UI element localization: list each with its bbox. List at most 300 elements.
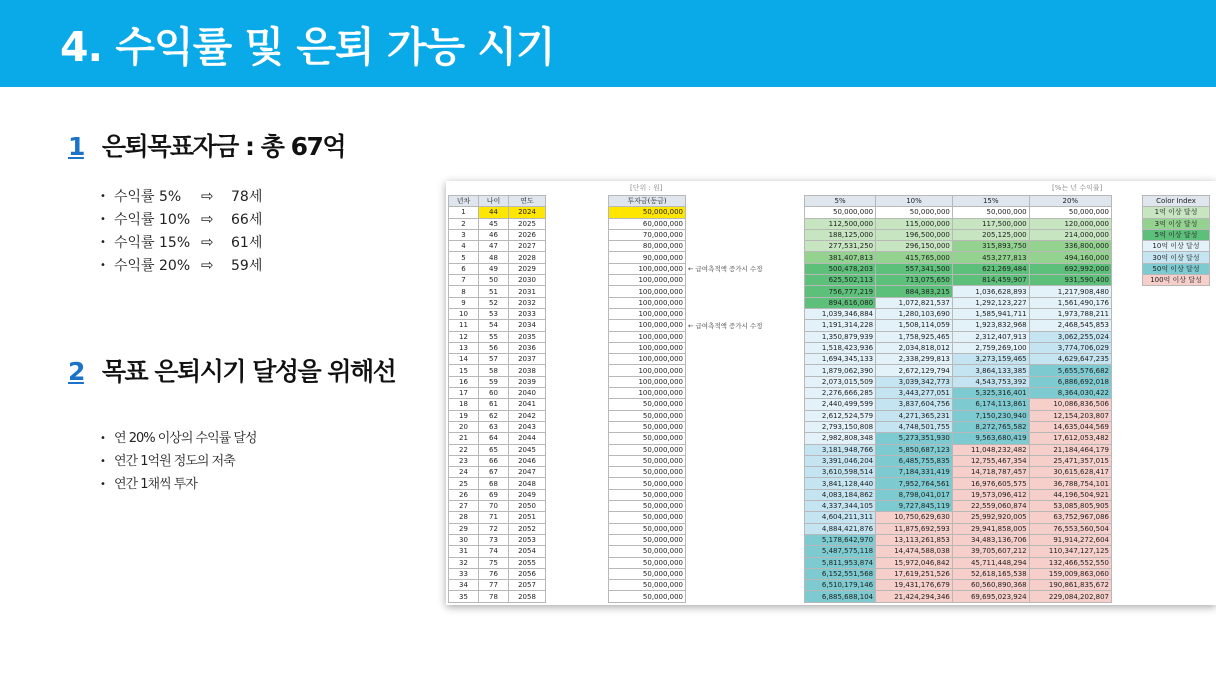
table-cell: 14,718,787,457 — [952, 467, 1029, 478]
table-row — [449, 275, 546, 286]
table-cell: 884,383,215 — [876, 286, 953, 297]
table-cell: 4,748,501,755 — [876, 421, 953, 432]
table-cell: 2051 — [509, 512, 546, 523]
table-cell: 11,048,232,482 — [952, 444, 1029, 455]
table-cell: 4,083,184,862 — [805, 489, 876, 500]
table-cell: 22,559,060,874 — [952, 501, 1029, 512]
table-row — [449, 568, 546, 579]
table-cell: 4,629,647,235 — [1029, 354, 1111, 365]
table-cell: 63 — [479, 421, 509, 432]
table-row — [805, 421, 1112, 432]
table-cell: 1,879,062,390 — [805, 365, 876, 376]
table-cell: 315,893,750 — [952, 241, 1029, 252]
table-cell: 2030 — [509, 275, 546, 286]
table-row — [609, 354, 686, 365]
table-cell: 67 — [479, 467, 509, 478]
table-cell: 14 — [449, 354, 479, 365]
table-cell: 50,000,000 — [609, 557, 686, 568]
table-cell: 71 — [479, 512, 509, 523]
spreadsheet-image — [446, 181, 1216, 605]
table-cell: 8 — [449, 286, 479, 297]
table-cell: 50,000,000 — [609, 399, 686, 410]
table-row — [805, 512, 1112, 523]
table-row — [449, 444, 546, 455]
table-cell: 20 — [449, 421, 479, 432]
table-cell: 61 — [479, 399, 509, 410]
table-cell: 814,459,907 — [952, 275, 1029, 286]
table-cell: 69,695,023,924 — [952, 591, 1029, 602]
table-cell: 100,000,000 — [609, 320, 686, 331]
table-cell: 14,635,044,569 — [1029, 421, 1111, 432]
table-cell: 713,075,650 — [876, 275, 953, 286]
table-row — [805, 591, 1112, 602]
table-cell: 50,000,000 — [609, 501, 686, 512]
table-row — [449, 252, 546, 263]
memo-note: ← 급여측적액 증가시 수정 — [688, 265, 763, 273]
table-row — [449, 467, 546, 478]
table-row — [609, 410, 686, 421]
table-cell: 205,125,000 — [952, 229, 1029, 240]
table-cell: 36,788,754,101 — [1029, 478, 1111, 489]
table-cell: 21,424,294,346 — [876, 591, 953, 602]
table-cell: 3,443,277,051 — [876, 388, 953, 399]
table-cell: 9 — [449, 297, 479, 308]
header-bar — [0, 0, 1216, 87]
table-cell: 112,500,000 — [805, 218, 876, 229]
table-row — [609, 467, 686, 478]
table-cell: 4 — [449, 241, 479, 252]
color-index-item: 100억 이상 달성 — [1143, 275, 1210, 286]
color-index-item: 50억 이상 달성 — [1143, 263, 1210, 274]
table-cell: 50,000,000 — [609, 433, 686, 444]
table-cell: 100,000,000 — [609, 388, 686, 399]
table-cell: 2 — [449, 218, 479, 229]
table-row — [449, 297, 546, 308]
table-cell: 1,508,114,059 — [876, 320, 953, 331]
table-cell: 76,553,560,504 — [1029, 523, 1111, 534]
table-cell: 120,000,000 — [1029, 218, 1111, 229]
table-cell: 453,277,813 — [952, 252, 1029, 263]
table-cell: 50,000,000 — [609, 410, 686, 421]
table-row — [609, 455, 686, 466]
table-cell: 894,616,080 — [805, 297, 876, 308]
table-cell: 100,000,000 — [609, 342, 686, 353]
growth-table — [804, 195, 1112, 603]
table-row — [609, 512, 686, 523]
table-cell: 2042 — [509, 410, 546, 421]
section1-title-text: 은퇴목표자금 : 총 67억 — [101, 132, 346, 161]
table-cell: 159,009,863,060 — [1029, 568, 1111, 579]
table-cell: 51 — [479, 286, 509, 297]
table-row — [449, 320, 546, 331]
table-cell: 50,000,000 — [609, 444, 686, 455]
table-cell: 381,407,813 — [805, 252, 876, 263]
table-cell: 27 — [449, 501, 479, 512]
table-cell: 58 — [479, 365, 509, 376]
table-cell: 45,711,448,294 — [952, 557, 1029, 568]
rate-note: [%는 년 수익률] — [1052, 184, 1103, 192]
table-cell: 2050 — [509, 501, 546, 512]
table-cell: 5,850,687,123 — [876, 444, 953, 455]
table-cell: 54 — [479, 320, 509, 331]
table-cell: 5,325,316,401 — [952, 388, 1029, 399]
table-row — [1143, 275, 1210, 286]
table-cell: 50,000,000 — [609, 467, 686, 478]
table-row — [805, 580, 1112, 591]
table-cell: 77 — [479, 580, 509, 591]
table-cell: 1,039,346,884 — [805, 308, 876, 319]
table-row — [1143, 218, 1210, 229]
table-row — [1143, 229, 1210, 240]
table-row — [449, 433, 546, 444]
table-cell: 50,000,000 — [609, 455, 686, 466]
table-row — [449, 534, 546, 545]
table-cell: 3,062,255,024 — [1029, 331, 1111, 342]
list-item: • 수익률 20% ⇨ 59세 — [100, 254, 262, 277]
table-cell: 3,181,948,766 — [805, 444, 876, 455]
table-row — [449, 286, 546, 297]
table-cell: 4,337,344,105 — [805, 501, 876, 512]
table-cell: 2027 — [509, 241, 546, 252]
table-cell: 9,727,845,119 — [876, 501, 953, 512]
table-cell: 10 — [449, 308, 479, 319]
table-cell: 6,510,179,146 — [805, 580, 876, 591]
table-row — [805, 218, 1112, 229]
table-cell: 5,178,642,970 — [805, 534, 876, 545]
table-cell: 11 — [449, 320, 479, 331]
table-cell: 6,885,688,104 — [805, 591, 876, 602]
table-cell: 3,273,159,465 — [952, 354, 1029, 365]
table-row — [449, 546, 546, 557]
table-row — [805, 342, 1112, 353]
table-cell: 2040 — [509, 388, 546, 399]
page-title: 4. 수익률 및 은퇴 가능 시기 — [60, 23, 555, 71]
table-cell: 8,272,765,582 — [952, 421, 1029, 432]
table-cell: 49 — [479, 263, 509, 274]
table-row — [449, 557, 546, 568]
col-header-investment: 투자금(동금) — [609, 196, 686, 207]
table-cell: 52 — [479, 297, 509, 308]
color-index-item: 5억 이상 달성 — [1143, 229, 1210, 240]
table-cell: 2,793,150,808 — [805, 421, 876, 432]
list-item: • 연 20% 이상의 수익률 달성 — [100, 431, 257, 446]
table-row — [609, 320, 686, 331]
table-cell: 48 — [479, 252, 509, 263]
table-cell: 50,000,000 — [609, 207, 686, 218]
table-row — [805, 263, 1112, 274]
table-row — [449, 308, 546, 319]
table-cell: 2032 — [509, 297, 546, 308]
table-cell: 60,000,000 — [609, 218, 686, 229]
col-header-rate-5: 5% — [805, 196, 876, 207]
table-cell: 4,543,753,392 — [952, 376, 1029, 387]
color-index-item: 3억 이상 달성 — [1143, 218, 1210, 229]
table-cell: 2046 — [509, 455, 546, 466]
list-item: • 연간 1채씩 투자 — [100, 477, 197, 492]
table-cell: 68 — [479, 478, 509, 489]
table-row — [805, 331, 1112, 342]
table-cell: 100,000,000 — [609, 275, 686, 286]
table-row — [609, 534, 686, 545]
table-cell: 3,391,046,204 — [805, 455, 876, 466]
table-row — [609, 433, 686, 444]
table-row — [449, 229, 546, 240]
table-cell: 50,000,000 — [952, 207, 1029, 218]
table-cell: 15,972,046,842 — [876, 557, 953, 568]
table-cell: 69 — [479, 489, 509, 500]
table-cell: 6 — [449, 263, 479, 274]
table-row — [449, 512, 546, 523]
table-cell: 50,000,000 — [609, 523, 686, 534]
table-row — [449, 455, 546, 466]
table-row — [805, 455, 1112, 466]
table-cell: 2044 — [509, 433, 546, 444]
table-cell: 57 — [479, 354, 509, 365]
table-cell: 44 — [479, 207, 509, 218]
table-row — [1143, 252, 1210, 263]
table-cell: 756,777,219 — [805, 286, 876, 297]
table-row — [609, 399, 686, 410]
table-row — [805, 252, 1112, 263]
table-row — [805, 444, 1112, 455]
table-row — [1143, 263, 1210, 274]
table-cell: 73 — [479, 534, 509, 545]
table-row — [449, 376, 546, 387]
table-cell: 2,759,269,100 — [952, 342, 1029, 353]
table-cell: 45 — [479, 218, 509, 229]
table-cell: 110,347,127,125 — [1029, 546, 1111, 557]
table-row — [805, 523, 1112, 534]
table-cell: 2047 — [509, 467, 546, 478]
section1-title — [68, 127, 345, 163]
table-cell: 1,191,314,228 — [805, 320, 876, 331]
table-cell: 100,000,000 — [609, 376, 686, 387]
table-row — [805, 286, 1112, 297]
table-cell: 29,941,858,005 — [952, 523, 1029, 534]
col-header-year-index: 년차 — [449, 196, 479, 207]
table-cell: 65 — [479, 444, 509, 455]
list-item: • 연간 1억원 정도의 저축 — [100, 454, 235, 469]
table-row — [449, 421, 546, 432]
table-cell: 2038 — [509, 365, 546, 376]
table-cell: 53,085,805,905 — [1029, 501, 1111, 512]
table-cell: 3 — [449, 229, 479, 240]
table-cell: 63,752,967,086 — [1029, 512, 1111, 523]
table-cell: 10,086,836,506 — [1029, 399, 1111, 410]
table-cell: 2055 — [509, 557, 546, 568]
table-cell: 50,000,000 — [609, 489, 686, 500]
table-row — [449, 388, 546, 399]
section1-number: 1 — [68, 132, 84, 161]
arrow-icon: ⇨ — [201, 210, 214, 228]
table-row — [609, 297, 686, 308]
table-cell: 500,478,203 — [805, 263, 876, 274]
table-row — [449, 365, 546, 376]
table-row — [609, 388, 686, 399]
table-row — [805, 388, 1112, 399]
table-cell: 34 — [449, 580, 479, 591]
table-row — [609, 568, 686, 579]
table-cell: 2028 — [509, 252, 546, 263]
table-row — [609, 308, 686, 319]
table-cell: 100,000,000 — [609, 263, 686, 274]
table-cell: 26 — [449, 489, 479, 500]
table-cell: 70 — [479, 501, 509, 512]
table-cell: 2035 — [509, 331, 546, 342]
table-cell: 19,573,096,412 — [952, 489, 1029, 500]
table-cell: 2041 — [509, 399, 546, 410]
table-cell: 5,273,351,930 — [876, 433, 953, 444]
table-cell: 1,923,832,968 — [952, 320, 1029, 331]
table-row — [805, 297, 1112, 308]
year-age-table — [448, 195, 546, 603]
table-cell: 1,518,423,936 — [805, 342, 876, 353]
table-cell: 3,841,128,440 — [805, 478, 876, 489]
table-cell: 3,837,604,756 — [876, 399, 953, 410]
col-header-rate-15: 15% — [952, 196, 1029, 207]
table-row — [449, 399, 546, 410]
table-cell: 6,886,692,018 — [1029, 376, 1111, 387]
table-cell: 1 — [449, 207, 479, 218]
table-cell: 3,864,133,385 — [952, 365, 1029, 376]
table-row — [449, 342, 546, 353]
table-row — [805, 229, 1112, 240]
table-cell: 2,338,299,813 — [876, 354, 953, 365]
table-cell: 25 — [449, 478, 479, 489]
table-cell: 336,800,000 — [1029, 241, 1111, 252]
table-row — [805, 320, 1112, 331]
table-cell: 3,774,706,029 — [1029, 342, 1111, 353]
table-cell: 75 — [479, 557, 509, 568]
table-cell: 50,000,000 — [805, 207, 876, 218]
table-row — [805, 478, 1112, 489]
table-cell: 1,036,628,893 — [952, 286, 1029, 297]
table-row — [805, 207, 1112, 218]
table-row — [609, 591, 686, 602]
table-cell: 66 — [479, 455, 509, 466]
section2-title — [68, 352, 395, 388]
table-cell: 56 — [479, 342, 509, 353]
arrow-icon: ⇨ — [201, 256, 214, 274]
table-cell: 7,150,230,940 — [952, 410, 1029, 421]
table-row — [609, 218, 686, 229]
table-cell: 13,113,261,853 — [876, 534, 953, 545]
table-cell: 2,672,129,794 — [876, 365, 953, 376]
table-row — [805, 467, 1112, 478]
table-cell: 10,750,629,630 — [876, 512, 953, 523]
table-row — [805, 534, 1112, 545]
table-cell: 1,292,123,227 — [952, 297, 1029, 308]
table-cell: 17 — [449, 388, 479, 399]
table-cell: 16 — [449, 376, 479, 387]
table-cell: 3,039,342,773 — [876, 376, 953, 387]
table-cell: 5,487,575,118 — [805, 546, 876, 557]
table-cell: 494,160,000 — [1029, 252, 1111, 263]
table-cell: 4,604,211,311 — [805, 512, 876, 523]
table-row — [805, 308, 1112, 319]
table-cell: 2052 — [509, 523, 546, 534]
table-row — [805, 241, 1112, 252]
table-cell: 2053 — [509, 534, 546, 545]
table-cell: 2031 — [509, 286, 546, 297]
table-row — [609, 546, 686, 557]
table-cell: 59 — [479, 376, 509, 387]
table-cell: 31 — [449, 546, 479, 557]
table-cell: 19 — [449, 410, 479, 421]
table-row — [805, 489, 1112, 500]
table-cell: 28 — [449, 512, 479, 523]
table-row — [805, 365, 1112, 376]
table-row — [805, 501, 1112, 512]
section2-title-text: 목표 은퇴시기 달성을 위해선 — [101, 357, 396, 386]
table-cell: 23 — [449, 455, 479, 466]
table-cell: 415,765,000 — [876, 252, 953, 263]
table-cell: 100,000,000 — [609, 297, 686, 308]
table-cell: 50,000,000 — [609, 421, 686, 432]
table-row — [609, 444, 686, 455]
table-row — [449, 523, 546, 534]
table-cell: 34,483,136,706 — [952, 534, 1029, 545]
table-cell: 47 — [479, 241, 509, 252]
table-row — [449, 218, 546, 229]
table-cell: 115,000,000 — [876, 218, 953, 229]
table-cell: 2049 — [509, 489, 546, 500]
table-cell: 21 — [449, 433, 479, 444]
table-cell: 132,466,552,550 — [1029, 557, 1111, 568]
table-cell: 1,973,788,211 — [1029, 308, 1111, 319]
table-cell: 6,485,755,835 — [876, 455, 953, 466]
table-cell: 52,618,165,538 — [952, 568, 1029, 579]
table-cell: 21,184,464,179 — [1029, 444, 1111, 455]
table-row — [609, 342, 686, 353]
table-cell: 74 — [479, 546, 509, 557]
table-cell: 50,000,000 — [609, 591, 686, 602]
table-cell: 2045 — [509, 444, 546, 455]
table-cell: 2037 — [509, 354, 546, 365]
table-cell: 55 — [479, 331, 509, 342]
table-cell: 5 — [449, 252, 479, 263]
table-cell: 50,000,000 — [609, 534, 686, 545]
table-cell: 30 — [449, 534, 479, 545]
table-row — [805, 568, 1112, 579]
table-row — [609, 263, 686, 274]
table-cell: 72 — [479, 523, 509, 534]
table-cell: 11,875,692,593 — [876, 523, 953, 534]
table-row — [609, 421, 686, 432]
table-cell: 15 — [449, 365, 479, 376]
table-cell: 2,073,015,509 — [805, 376, 876, 387]
table-cell: 621,269,484 — [952, 263, 1029, 274]
table-cell: 2039 — [509, 376, 546, 387]
table-cell: 91,914,272,604 — [1029, 534, 1111, 545]
table-cell: 229,084,202,807 — [1029, 591, 1111, 602]
col-header-age: 나이 — [479, 196, 509, 207]
table-row — [609, 557, 686, 568]
table-row — [609, 365, 686, 376]
table-cell: 8,364,030,422 — [1029, 388, 1111, 399]
table-cell: 50,000,000 — [609, 568, 686, 579]
table-row — [805, 376, 1112, 387]
table-row — [609, 252, 686, 263]
table-row — [609, 376, 686, 387]
table-cell: 117,500,000 — [952, 218, 1029, 229]
table-row — [449, 591, 546, 602]
table-cell: 2029 — [509, 263, 546, 274]
table-cell: 29 — [449, 523, 479, 534]
table-cell: 214,000,000 — [1029, 229, 1111, 240]
table-cell: 60 — [479, 388, 509, 399]
table-cell: 296,150,000 — [876, 241, 953, 252]
